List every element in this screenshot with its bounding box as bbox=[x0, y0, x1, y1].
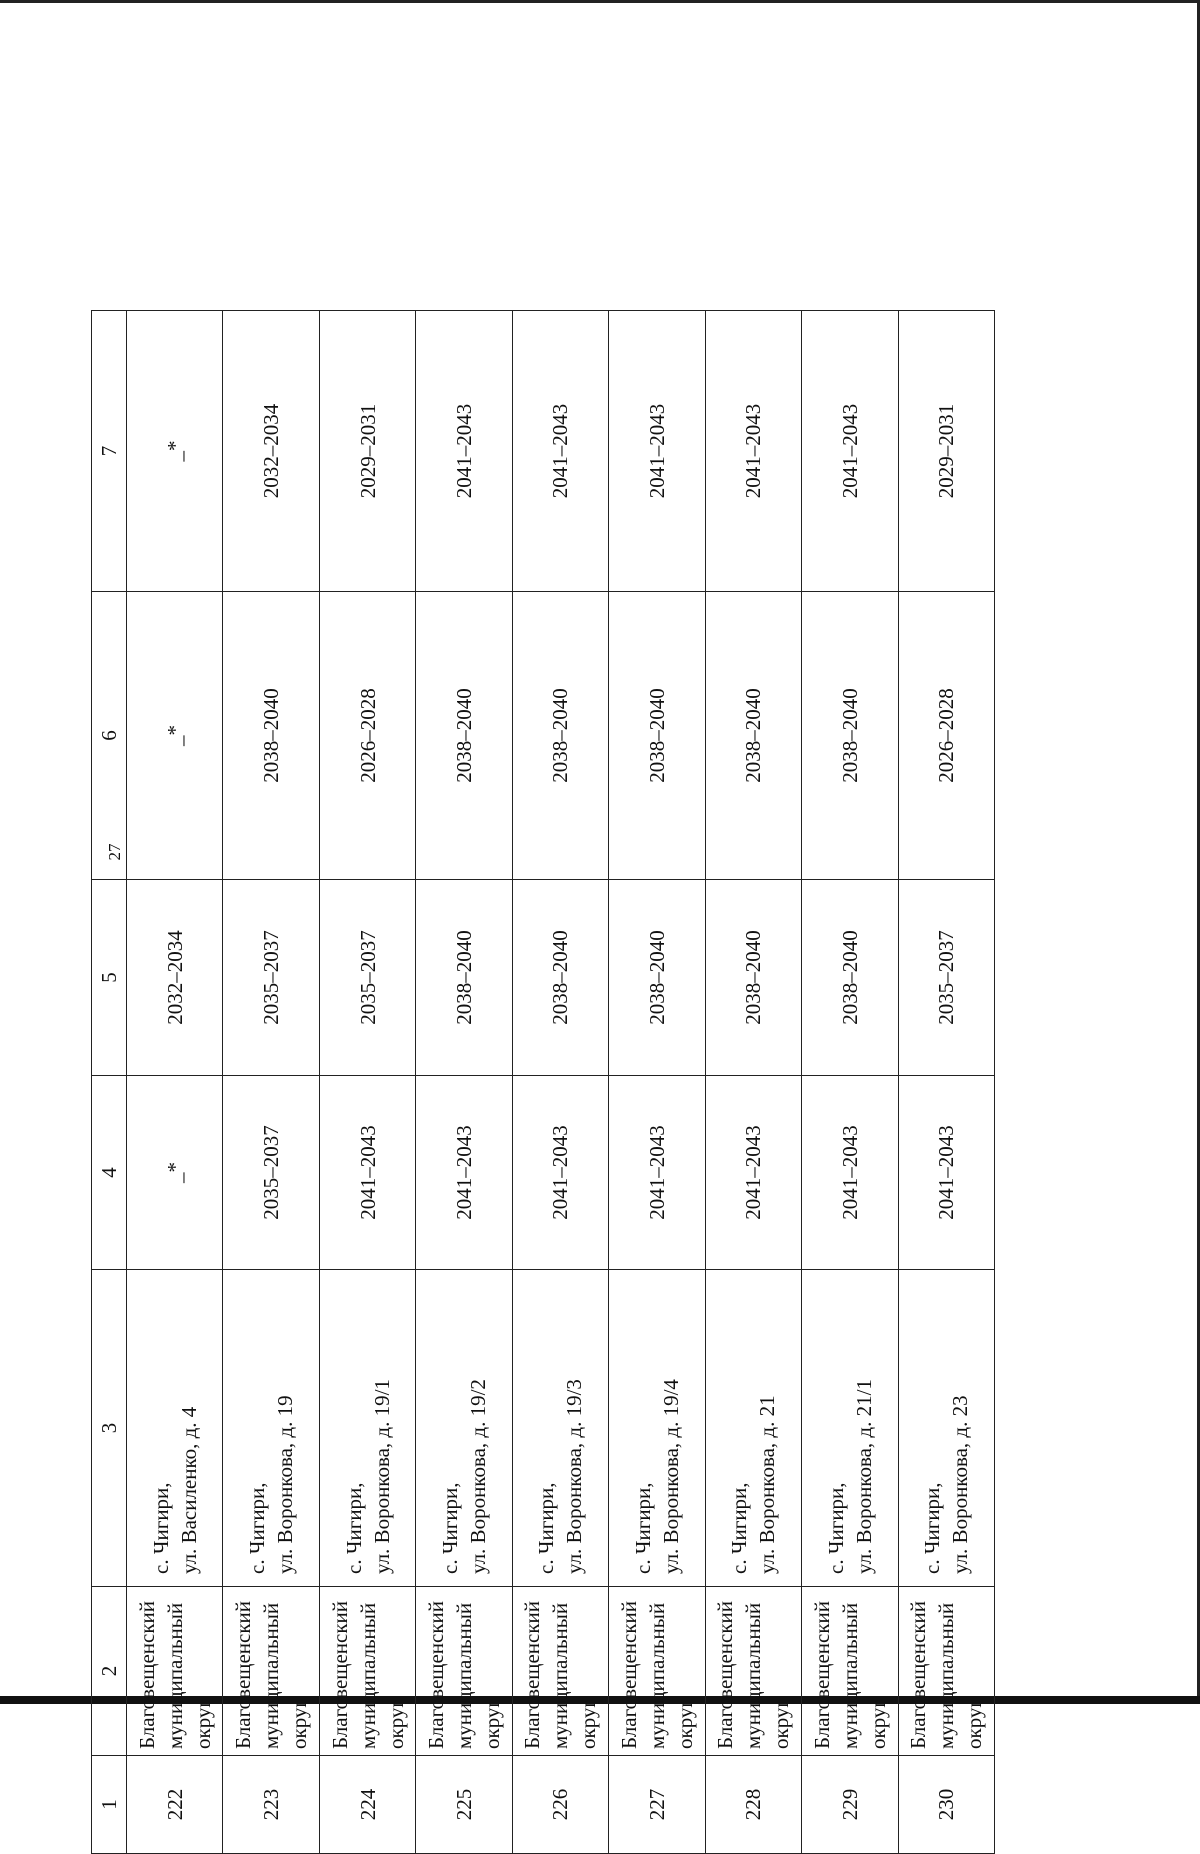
period-col-5: 2038–2040 bbox=[802, 880, 898, 1076]
period-col-6: 2038–2040 bbox=[609, 592, 705, 880]
period-col-5: 2035–2037 bbox=[319, 880, 415, 1076]
header-col-1: 1 bbox=[92, 1756, 127, 1854]
table-row bbox=[609, 311, 705, 1854]
address-locality: с. Чигири, bbox=[148, 1482, 173, 1574]
address-street: ул. Воронкова, д. 21 bbox=[755, 1395, 780, 1574]
district-cell: Благовещенский муниципальный округ bbox=[416, 1587, 512, 1756]
table-row bbox=[127, 311, 223, 1854]
period-col-6: 2026–2028 bbox=[898, 592, 995, 880]
address-cell bbox=[127, 1270, 223, 1587]
period-col-6: 2038–2040 bbox=[512, 592, 608, 880]
address-locality: с. Чигири, bbox=[341, 1482, 366, 1574]
address-street: ул. Воронкова, д. 23 bbox=[948, 1395, 973, 1574]
page-number: 27 bbox=[105, 843, 124, 861]
period-col-5: 2035–2037 bbox=[223, 880, 319, 1076]
table-row bbox=[512, 311, 608, 1854]
period-col-4: 2041–2043 bbox=[512, 1076, 608, 1270]
district-cell: Благовещенский муниципальный округ bbox=[319, 1587, 415, 1756]
address-street: ул. Воронкова, д. 21/1 bbox=[851, 1379, 876, 1574]
period-col-7: 2041–2043 bbox=[609, 311, 705, 592]
period-col-5: 2038–2040 bbox=[705, 880, 801, 1076]
period-col-5: 2038–2040 bbox=[512, 880, 608, 1076]
address-locality: с. Чигири, bbox=[630, 1482, 655, 1574]
address-cell bbox=[319, 1270, 415, 1587]
page-border-top bbox=[0, 0, 1200, 3]
table-row bbox=[705, 311, 801, 1854]
row-number: 222 bbox=[127, 1756, 223, 1854]
district-cell: Благовещенский муниципальный округ bbox=[512, 1587, 608, 1756]
table-row bbox=[802, 311, 898, 1854]
period-col-6: 2038–2040 bbox=[416, 592, 512, 880]
period-col-5: 2035–2037 bbox=[898, 880, 995, 1076]
address-locality: с. Чигири, bbox=[534, 1482, 559, 1574]
period-col-4: 2041–2043 bbox=[416, 1076, 512, 1270]
period-col-7: 2041–2043 bbox=[802, 311, 898, 592]
address-locality: с. Чигири, bbox=[727, 1482, 752, 1574]
address-street: ул. Василенко, д. 4 bbox=[176, 1406, 201, 1574]
address-cell bbox=[609, 1270, 705, 1587]
row-number: 229 bbox=[802, 1756, 898, 1854]
district-cell: Благовещенский муниципальный округ bbox=[898, 1587, 995, 1756]
period-col-7: _* bbox=[127, 311, 223, 592]
period-col-5: 2038–2040 bbox=[609, 880, 705, 1076]
row-number: 227 bbox=[609, 1756, 705, 1854]
district-cell: Благовещенский муниципальный округ bbox=[223, 1587, 319, 1756]
header-col-7: 7 bbox=[92, 311, 127, 592]
period-col-6: _* bbox=[127, 592, 223, 880]
address-cell bbox=[898, 1270, 995, 1587]
table-row bbox=[416, 311, 512, 1854]
address-locality: с. Чигири, bbox=[438, 1482, 463, 1574]
period-col-7: 2041–2043 bbox=[705, 311, 801, 592]
period-col-4: 2041–2043 bbox=[609, 1076, 705, 1270]
period-col-4: 2041–2043 bbox=[319, 1076, 415, 1270]
row-number: 223 bbox=[223, 1756, 319, 1854]
period-col-5: 2032–2034 bbox=[127, 880, 223, 1076]
address-street: ул. Воронкова, д. 19 bbox=[273, 1395, 298, 1574]
row-number: 228 bbox=[705, 1756, 801, 1854]
row-number: 226 bbox=[512, 1756, 608, 1854]
period-col-4: _* bbox=[127, 1076, 223, 1270]
period-col-7: 2029–2031 bbox=[898, 311, 995, 592]
table-row bbox=[223, 311, 319, 1854]
address-locality: с. Чигири, bbox=[920, 1482, 945, 1574]
address-street: ул. Воронкова, д. 19/2 bbox=[466, 1379, 491, 1574]
period-col-4: 2041–2043 bbox=[802, 1076, 898, 1270]
period-col-7: 2041–2043 bbox=[416, 311, 512, 592]
table-header-row bbox=[92, 311, 127, 1854]
period-col-4: 2035–2037 bbox=[223, 1076, 319, 1270]
address-locality: с. Чигири, bbox=[245, 1482, 270, 1574]
schedule-table-container bbox=[91, 318, 995, 1854]
district-cell: Благовещенский муниципальный округ bbox=[609, 1587, 705, 1756]
district-cell: Благовещенский муниципальный округ bbox=[705, 1587, 801, 1756]
header-col-2: 2 bbox=[92, 1587, 127, 1756]
address-street: ул. Воронкова, д. 19/1 bbox=[369, 1379, 394, 1574]
row-number: 230 bbox=[898, 1756, 995, 1854]
period-col-4: 2041–2043 bbox=[705, 1076, 801, 1270]
header-col-3: 3 bbox=[92, 1270, 127, 1587]
period-col-7: 2041–2043 bbox=[512, 311, 608, 592]
period-col-5: 2038–2040 bbox=[416, 880, 512, 1076]
period-col-6: 2038–2040 bbox=[705, 592, 801, 880]
row-number: 225 bbox=[416, 1756, 512, 1854]
schedule-table bbox=[91, 310, 995, 1854]
period-col-6: 2026–2028 bbox=[319, 592, 415, 880]
period-col-6: 2038–2040 bbox=[802, 592, 898, 880]
address-cell bbox=[705, 1270, 801, 1587]
table-row bbox=[898, 311, 995, 1854]
row-number: 224 bbox=[319, 1756, 415, 1854]
header-col-5: 5 bbox=[92, 880, 127, 1076]
address-cell bbox=[512, 1270, 608, 1587]
address-cell bbox=[416, 1270, 512, 1587]
address-cell bbox=[802, 1270, 898, 1587]
address-street: ул. Воронкова, д. 19/4 bbox=[658, 1379, 683, 1574]
header-col-6: 6 bbox=[92, 592, 127, 880]
district-cell: Благовещенский муниципальный округ bbox=[127, 1587, 223, 1756]
header-col-4: 4 bbox=[92, 1076, 127, 1270]
period-col-7: 2032–2034 bbox=[223, 311, 319, 592]
address-cell bbox=[223, 1270, 319, 1587]
period-col-6: 2038–2040 bbox=[223, 592, 319, 880]
address-locality: с. Чигири, bbox=[823, 1482, 848, 1574]
period-col-4: 2041–2043 bbox=[898, 1076, 995, 1270]
table-row bbox=[319, 311, 415, 1854]
address-street: ул. Воронкова, д. 19/3 bbox=[562, 1379, 587, 1574]
district-cell: Благовещенский муниципальный округ bbox=[802, 1587, 898, 1756]
period-col-7: 2029–2031 bbox=[319, 311, 415, 592]
